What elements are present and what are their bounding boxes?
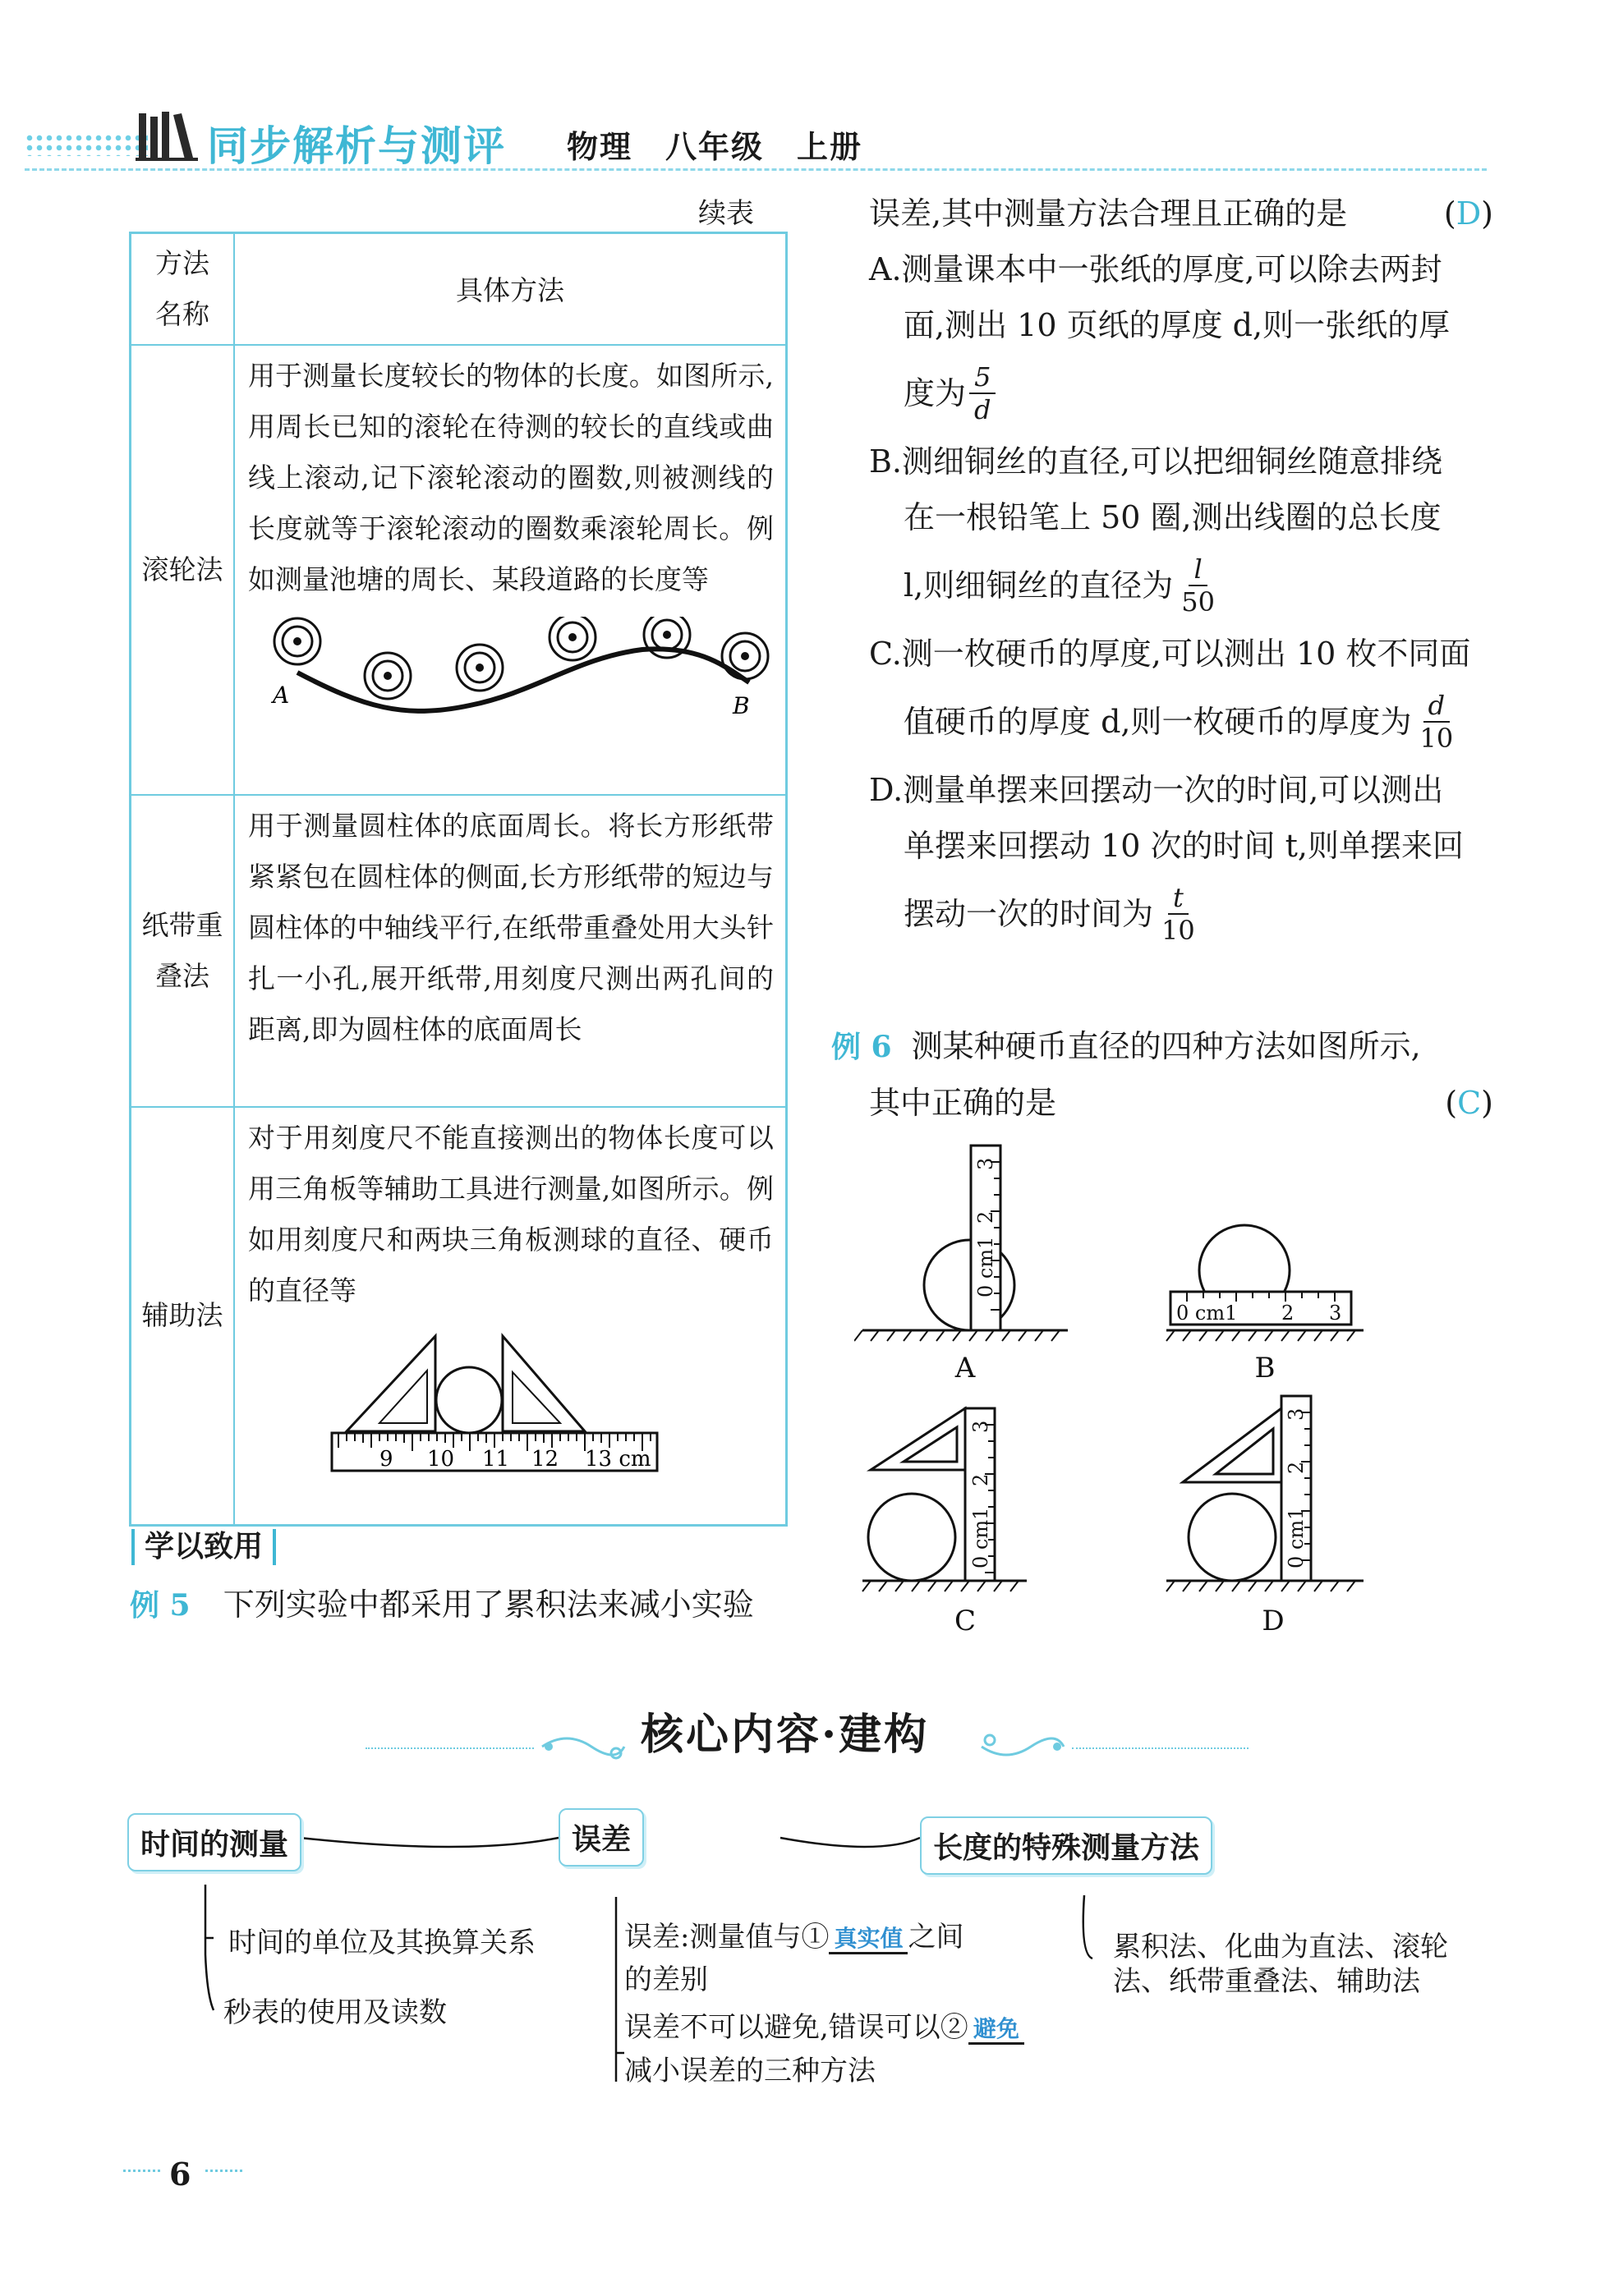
table-header-row bbox=[131, 233, 787, 345]
ornament-left-icon bbox=[534, 1729, 632, 1766]
header-rule bbox=[25, 168, 1487, 171]
ruler-tick-label: 2 bbox=[969, 1473, 992, 1486]
figure-label: B bbox=[1254, 1352, 1276, 1384]
error-definition-cont: 的差别 bbox=[624, 1963, 708, 1996]
time-item: 秒表的使用及读数 bbox=[223, 1996, 447, 2029]
length-methods-list: 累积法、化曲为直法、滚轮 bbox=[1113, 1931, 1448, 1963]
option-a: A.测量课本中一张纸的厚度,可以除去两封 bbox=[869, 251, 1442, 287]
ruler-tick-label: 10 bbox=[427, 1446, 455, 1472]
methods-table bbox=[129, 232, 788, 1527]
fraction bbox=[969, 361, 996, 425]
method-desc-text: 对于用刻度尺不能直接测出的物体长度可以用三角板等辅助工具进行测量,如图所示。例如用刻度尺和两块三角板测球的直径、硬币的直径等 bbox=[248, 1121, 774, 1306]
fraction bbox=[1176, 553, 1220, 618]
fraction-numerator: 5 bbox=[969, 361, 996, 394]
error-definition bbox=[624, 1916, 963, 1960]
fraction-numerator: l bbox=[1189, 553, 1207, 586]
header-method-name: 方法 名称 bbox=[131, 233, 235, 345]
option-c-cont bbox=[869, 682, 1502, 762]
ruler-tick-label: 13 cm bbox=[585, 1446, 651, 1472]
fraction-numerator: t bbox=[1168, 882, 1189, 915]
example-5-text-cont: 误差,其中测量方法合理且正确的是 bbox=[869, 195, 1348, 232]
ruler-tick-label: 3 bbox=[1329, 1302, 1342, 1325]
ruler-tick-label: 2 bbox=[1281, 1302, 1295, 1325]
error-definition-text: 误差:测量值与① bbox=[624, 1921, 830, 1954]
ruler-tick-label: 0 cm1 bbox=[969, 1507, 992, 1568]
option-a-cont: 面,测出 10 页纸的厚度 d,则一张纸的厚 bbox=[904, 307, 1451, 343]
ruler-tick-label: 3 bbox=[1285, 1407, 1308, 1421]
time-item: 时间的单位及其换算关系 bbox=[228, 1926, 536, 1959]
point-a-label: A bbox=[273, 681, 290, 709]
method-desc-text: 用于测量长度较长的物体的长度。如图所示,用周长已知的滚轮在待测的较长的直线或曲线上滚动,记下滚轮滚动的圈数,则被测线的长度就等于滚轮滚动的圈数乘滚轮周长。例如测量池塘的周长、某段道路的长度等 bbox=[248, 359, 774, 595]
ruler-tick-label: 2 bbox=[1285, 1461, 1308, 1474]
option-b-cont: 在一根铅笔上 50 圈,测出线圈的总长度 bbox=[904, 499, 1442, 535]
option-c-text: 值硬币的厚度 d,则一枚硬币的厚度为 bbox=[904, 704, 1412, 740]
books-logo-icon bbox=[136, 108, 200, 163]
option-b-cont bbox=[869, 545, 1502, 626]
series-title: 同步解析与测评 bbox=[207, 122, 506, 170]
answer-blank-2: 避免 bbox=[968, 2015, 1024, 2045]
example-5-question: 误差,其中测量方法合理且正确的是 (D) bbox=[869, 195, 1493, 232]
length-methods-list-cont: 法、纸带重叠法、辅助法 bbox=[1113, 1965, 1420, 1998]
figure-label: D bbox=[1262, 1605, 1285, 1637]
ruler-tick-label: 2 bbox=[974, 1210, 997, 1224]
header-dots bbox=[25, 133, 148, 156]
method-desc: 用于测量圆柱体的底面周长。将长方形纸带紧紧包在圆柱体的侧面,长方形纸带的短边与圆柱体的中轴线平行,在纸带重叠处用大头针扎一小孔,展开纸带,用刻度尺测出两孔间的距离,即为圆柱体的底面周长 bbox=[234, 795, 787, 1107]
page-dots-left bbox=[123, 2170, 160, 2172]
subject-grade: 物理 八年级 上册 bbox=[567, 128, 863, 165]
option-b: B.测细铜丝的直径,可以把细铜丝随意排绕 bbox=[869, 443, 1443, 480]
table-caption: 续表 bbox=[698, 197, 754, 230]
example-6-label: 例 6 bbox=[831, 1030, 892, 1064]
option-d: D.测量单摆来回摆动一次的时间,可以测出 bbox=[869, 772, 1444, 808]
triangle-ruler-figure bbox=[330, 1328, 675, 1476]
table-row bbox=[131, 795, 787, 1107]
ruler-tick-label: 0 cm1 bbox=[1176, 1302, 1238, 1325]
example-5-text: 下列实验中都采用了累积法来减小实验 bbox=[223, 1587, 754, 1623]
coin-diameter-figures bbox=[854, 1137, 1421, 1646]
fraction-denominator: 10 bbox=[1161, 915, 1195, 946]
figure-label: A bbox=[954, 1352, 976, 1384]
error-vs-mistake bbox=[624, 2006, 1024, 2050]
example-5-label: 例 5 bbox=[130, 1588, 191, 1623]
table-row bbox=[131, 345, 787, 795]
ruler-tick-label: 3 bbox=[969, 1420, 992, 1433]
concept-node-length-methods: 长度的特殊测量方法 bbox=[920, 1816, 1212, 1875]
option-a-cont bbox=[869, 353, 1502, 434]
fraction bbox=[1415, 690, 1459, 754]
header-method-desc: 具体方法 bbox=[234, 233, 787, 345]
fraction-numerator: d bbox=[1423, 690, 1450, 723]
example-6-question: 例 6 测某种硬币直径的四种方法如图所示, 其中正确的是 (C) bbox=[831, 1028, 1493, 1121]
ornament-right-icon bbox=[973, 1729, 1072, 1766]
fraction-denominator: 10 bbox=[1419, 723, 1454, 754]
option-d-cont bbox=[869, 874, 1502, 954]
answer-blank-1: 真实值 bbox=[829, 1925, 908, 1954]
option-c: C.测一枚硬币的厚度,可以测出 10 枚不同面 bbox=[869, 636, 1471, 672]
page-number: 6 bbox=[169, 2156, 191, 2193]
ruler-tick-label: 0 cm1 bbox=[1285, 1507, 1308, 1568]
option-b-text: l,则细铜丝的直径为 bbox=[904, 567, 1174, 604]
ruler-tick-label: 11 bbox=[482, 1446, 510, 1472]
concept-node-error: 误差 bbox=[559, 1808, 644, 1867]
ruler-tick-label: 9 bbox=[379, 1446, 393, 1472]
example-5-answer: D bbox=[1456, 195, 1482, 232]
fraction bbox=[1157, 882, 1200, 946]
option-a-text: 度为 bbox=[904, 375, 967, 411]
fraction-denominator: d bbox=[974, 394, 991, 425]
ruler-tick-label: 12 bbox=[531, 1446, 559, 1472]
example-6-text: 测某种硬币直径的四种方法如图所示, bbox=[911, 1028, 1421, 1064]
example-5-intro bbox=[130, 1577, 754, 1633]
title-divider-left bbox=[366, 1747, 534, 1749]
method-name: 纸带重 叠法 bbox=[131, 795, 235, 1107]
table-row bbox=[131, 1107, 787, 1526]
example-6-text-cont: 其中正确的是 bbox=[869, 1085, 1057, 1121]
example-6-answer: C bbox=[1457, 1085, 1482, 1121]
ruler-tick-label: 0 cm1 bbox=[974, 1236, 997, 1297]
option-d-text: 摆动一次的时间为 bbox=[904, 896, 1154, 932]
apply-section-title: 学以致用 bbox=[131, 1529, 276, 1565]
method-name: 辅助法 bbox=[131, 1107, 235, 1526]
option-d-cont: 单摆来回摆动 10 次的时间 t,则单摆来回 bbox=[904, 828, 1464, 864]
fraction-denominator: 50 bbox=[1181, 586, 1215, 618]
point-b-label: B bbox=[733, 691, 750, 719]
page-dots-right bbox=[205, 2170, 242, 2172]
core-section-title: 核心内容·建构 bbox=[641, 1710, 930, 1760]
method-name: 滚轮法 bbox=[131, 345, 235, 795]
figure-label: C bbox=[954, 1605, 977, 1637]
error-vs-mistake-text: 误差不可以避免,错误可以② bbox=[624, 2011, 968, 2044]
reduce-error-methods: 减小误差的三种方法 bbox=[624, 2055, 876, 2087]
example-5-options bbox=[869, 241, 1502, 954]
rolling-wheel-figure bbox=[264, 617, 774, 740]
title-divider-right bbox=[1072, 1747, 1249, 1749]
method-desc bbox=[234, 1107, 787, 1526]
error-definition-text: 之间 bbox=[908, 1921, 964, 1954]
method-desc bbox=[234, 345, 787, 795]
concept-node-time: 时间的测量 bbox=[127, 1813, 301, 1871]
ruler-tick-label: 3 bbox=[974, 1157, 997, 1170]
